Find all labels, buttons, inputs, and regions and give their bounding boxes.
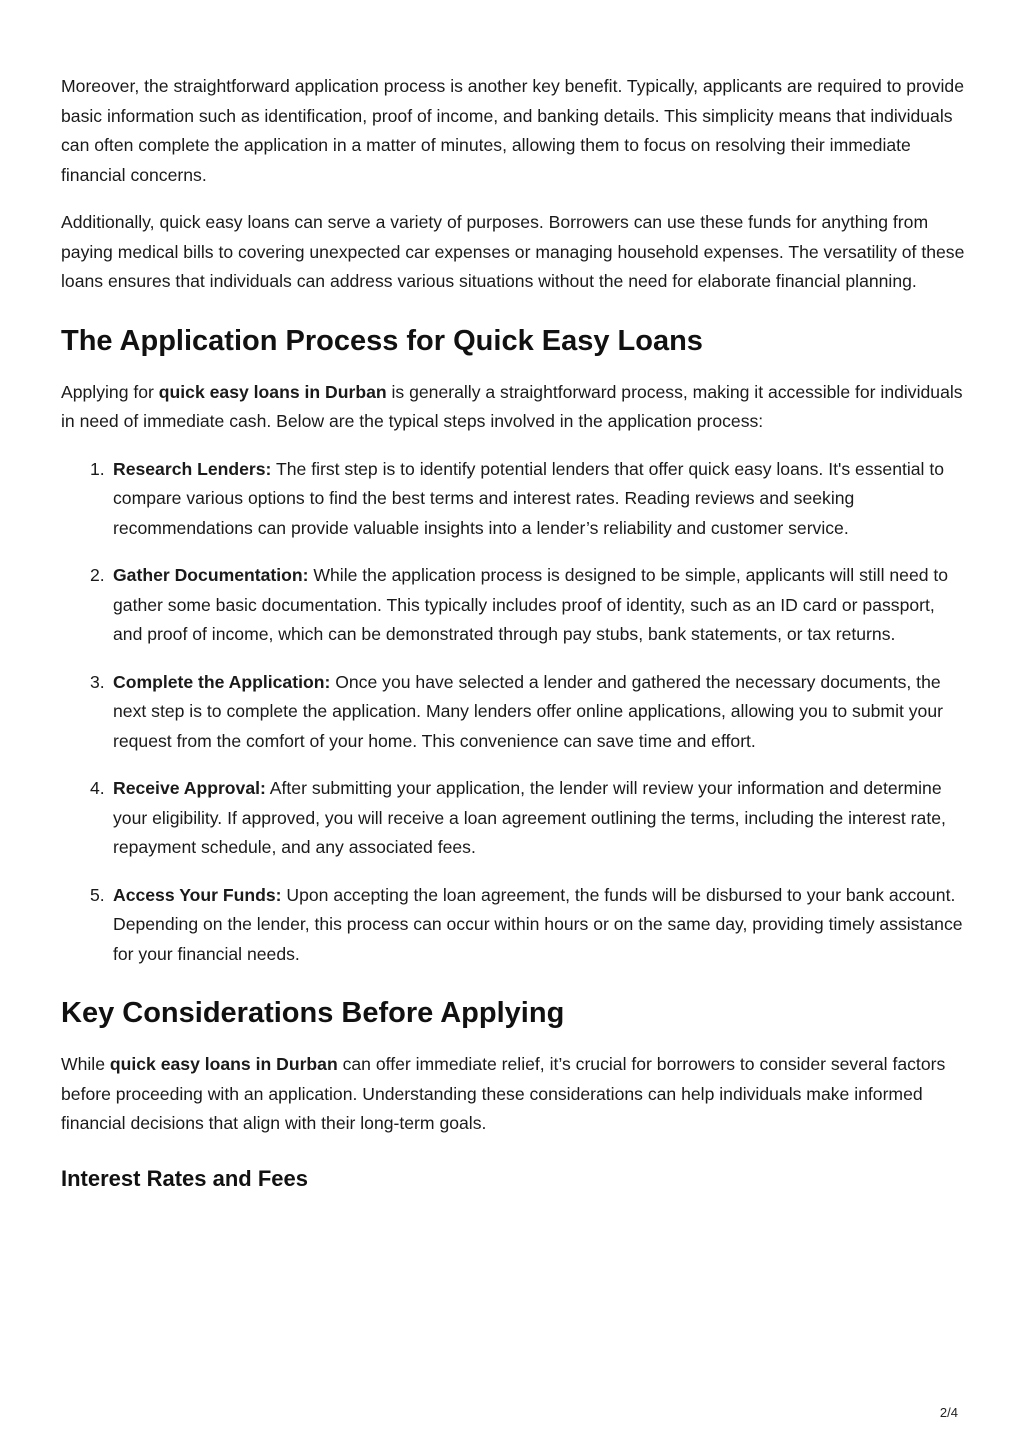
application-intro-suffix: is generally a straightforward process, making it accessible for individuals in need of immediate cash. Below are the typical steps involved in the application process: (61, 381, 963, 431)
step-text: After submitting your application, the lender will review your information and determine your eligibility. If approved, you will receive a loan agreement outlining the terms, including the interest rate, repayment schedule, and any associated fees. (113, 778, 946, 857)
step-text: Upon accepting the loan agreement, the funds will be disbursed to your bank account. Depending on the lender, this process can occur within hours or on the same day, providing timely assistance for your financial needs. (113, 884, 963, 964)
step-title: Complete the Application: (113, 671, 331, 692)
considerations-intro-prefix: While (61, 1054, 110, 1074)
step-title: Receive Approval: (113, 778, 266, 798)
application-intro-keyword: quick easy loans in Durban (158, 381, 387, 402)
heading-interest-rates-fees: Interest Rates and Fees (61, 1165, 308, 1191)
step-number: 5. (90, 884, 105, 905)
considerations-intro-suffix: can offer immediate relief, it’s crucial for borrowers to consider several factors before proceeding with an application. Understanding these considerations can help individuals make informed financial decisions that align with their long-term goals. (61, 1054, 946, 1133)
page-number: 2/4 (939, 1405, 958, 1420)
step-number: 2. (90, 565, 105, 585)
step-text: The first step is to identify potential lenders that offer quick easy loans. It's essential to compare various options to find the best terms and interest rates. Reading reviews and seeking recommendations can provide valuable insights into a lender’s reliability and customer service. (113, 458, 945, 538)
step-title: Gather Documentation: (113, 565, 309, 585)
paragraph-application-intro (61, 378, 966, 437)
paragraph-loan-purposes: Additionally, quick easy loans can serve a variety of purposes. Borrowers can use these funds for anything from paying medical bills to covering unexpected car expenses or managing household expenses. The versatility of these loans ensures that individuals can address various situations without the need for elaborate financial planning. (61, 212, 965, 291)
heading-application-process: The Application Process for Quick Easy Loans (61, 324, 703, 357)
list-item (61, 561, 966, 650)
list-item (61, 455, 966, 544)
list-item (61, 881, 966, 970)
document-page (61, 72, 966, 1193)
step-title: Research Lenders: (113, 458, 272, 479)
considerations-intro-keyword: quick easy loans in Durban (109, 1054, 338, 1074)
application-intro-prefix: Applying for (61, 381, 159, 402)
paragraph-application-benefit: Moreover, the straightforward application process is another key benefit. Typically, applicants are required to provide basic information such as identification, proof of income, and banking details. This simplicity means that individuals can often complete the application in a matter of minutes, allowing them to focus on resolving their immediate financial concerns. (61, 76, 964, 185)
heading-key-considerations: Key Considerations Before Applying (61, 997, 565, 1029)
list-item (61, 668, 966, 757)
step-number: 4. (90, 778, 105, 798)
application-steps-list (61, 455, 966, 970)
step-number: 1. (90, 458, 105, 479)
step-text: While the application process is designed to be simple, applicants will still need to gather some basic documentation. This typically includes proof of identity, such as an ID card or passport, and proof of income, which can be demonstrated through pay stubs, bank statements, or tax returns. (113, 565, 949, 644)
list-item (61, 774, 966, 863)
paragraph-considerations-intro (61, 1050, 966, 1139)
step-number: 3. (90, 671, 105, 692)
step-text: Once you have selected a lender and gathered the necessary documents, the next step is to complete the application. Many lenders offer online applications, allowing you to submit your request from the comfort of your home. This convenience can save time and effort. (113, 671, 943, 751)
step-title: Access Your Funds: (113, 884, 282, 905)
